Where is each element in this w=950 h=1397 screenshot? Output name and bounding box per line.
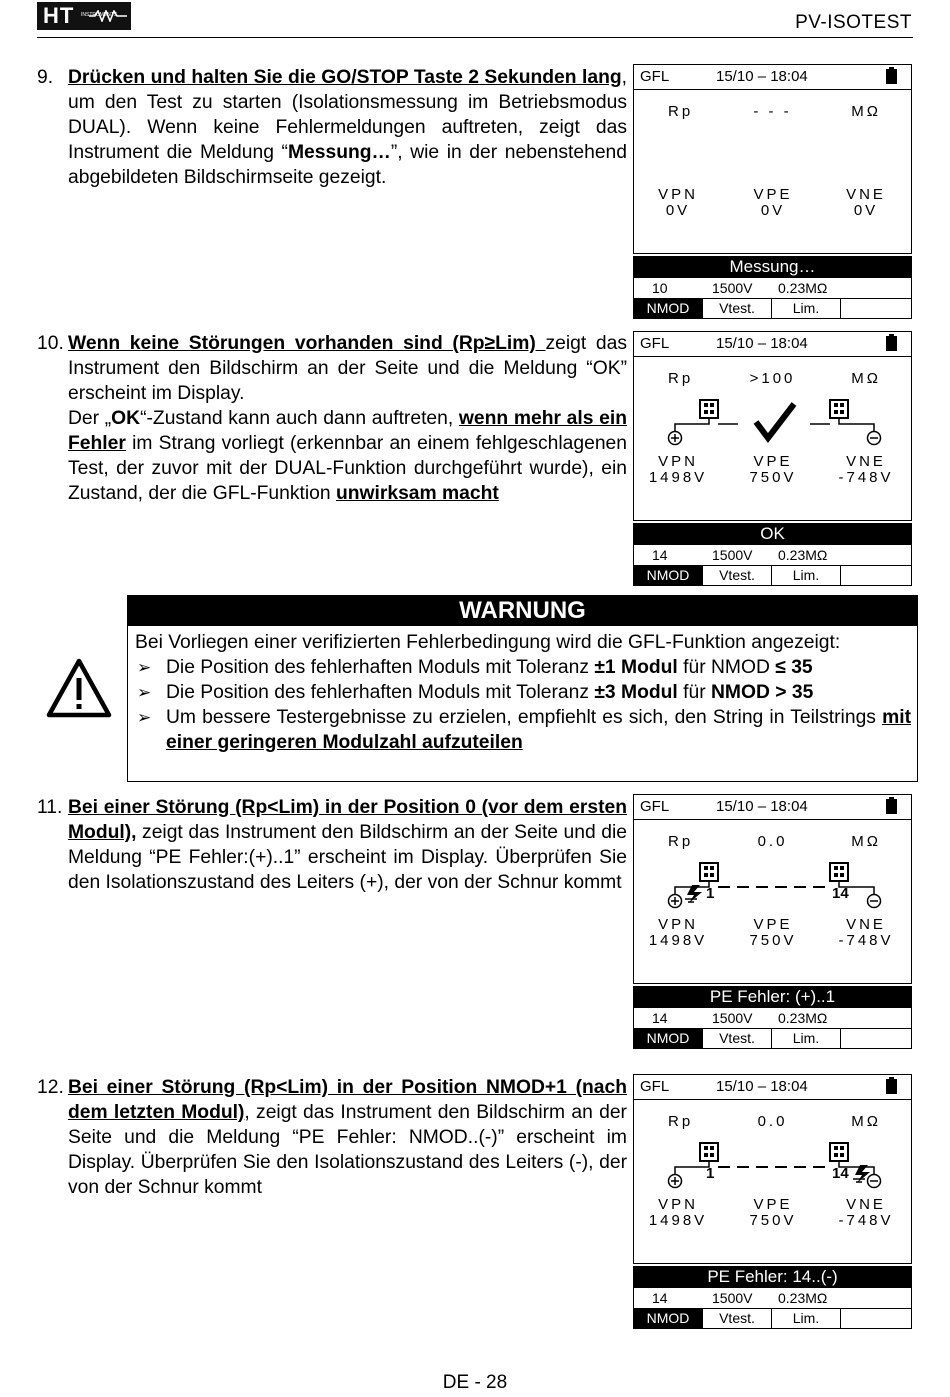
screen-message: OK xyxy=(633,523,912,545)
nmod-key[interactable]: NMOD xyxy=(634,299,703,318)
warning-intro: Bei Vorliegen einer verifizierten Fehlerbedingung wird die GFL-Funktion angezeigt: xyxy=(135,632,841,653)
vpe-label: VPE xyxy=(753,186,793,203)
screen-softkeys xyxy=(633,565,912,586)
vne-value: -748V xyxy=(838,469,894,486)
screen-display xyxy=(633,794,912,984)
text-run: ”, wie in der nebenstehend abgebildeten Bildschirmseite gezeigt. xyxy=(68,142,627,188)
text-run: Um bessere Testergebnisse zu erzielen, empfiehlt es sich, den String in Teilstrings xyxy=(166,707,883,728)
header-divider xyxy=(37,37,913,38)
instrument-screen xyxy=(633,64,912,319)
diagram-first-module: 1 xyxy=(706,885,715,902)
lim-key[interactable]: Lim. xyxy=(772,1029,841,1048)
empty-key[interactable] xyxy=(841,299,909,318)
step-text xyxy=(68,1075,627,1200)
battery-icon xyxy=(886,1079,897,1094)
rp-label: Rp xyxy=(668,833,694,850)
text-run: für NMOD xyxy=(677,657,776,678)
screen-datetime: 15/10 – 18:04 xyxy=(716,1078,808,1095)
logo-subtext: INSTRUMENTS xyxy=(81,12,118,18)
screen-display xyxy=(633,1074,912,1264)
text-run: OK xyxy=(111,408,141,429)
warning-triangle-icon xyxy=(46,658,112,718)
rp-value: 0.0 xyxy=(757,1113,788,1130)
text-run: ±1 Modul xyxy=(594,657,678,678)
vpn-label: VPN xyxy=(658,186,698,203)
vne-label: VNE xyxy=(846,186,886,203)
vne-value: 0V xyxy=(853,202,879,219)
text-run: Bei einer Störung (Rp<Lim) in der Position NMOD+1 (nach dem letzten Modul) xyxy=(68,1077,627,1123)
vpe-value: 0V xyxy=(760,202,786,219)
vpe-value: 750V xyxy=(749,469,797,486)
string-ok-diagram xyxy=(634,392,913,452)
vpe-label: VPE xyxy=(753,916,793,933)
vpn-value: 0V xyxy=(665,202,691,219)
lim-value: 0.23MΩ xyxy=(778,1010,828,1026)
vtest-key[interactable]: Vtest. xyxy=(703,1309,772,1328)
lim-value: 0.23MΩ xyxy=(778,547,828,563)
vne-value: -748V xyxy=(838,1212,894,1229)
step-text xyxy=(68,331,627,506)
lim-key[interactable]: Lim. xyxy=(772,299,841,318)
warning-body xyxy=(128,626,917,755)
screen-header xyxy=(634,65,911,90)
screen-softkeys xyxy=(633,298,912,319)
text-run: , um den Test zu starten (Isolationsmessung im Betriebsmodus DUAL). Wenn keine Fehlermeldungen auftreten, zeigt das Instrument die Meldung “ xyxy=(68,67,627,163)
vpe-label: VPE xyxy=(753,1196,793,1213)
vtest-value: 1500V xyxy=(712,547,753,563)
screen-mode: GFL xyxy=(640,68,670,85)
text-run: Messung… xyxy=(287,142,391,163)
vpn-value: 1498V xyxy=(648,469,708,486)
warning-box xyxy=(127,595,918,782)
screen-values xyxy=(633,1008,912,1028)
screen-softkeys xyxy=(633,1308,912,1329)
vpn-value: 1498V xyxy=(648,1212,708,1229)
rp-value: >100 xyxy=(749,370,796,387)
step-number: 9. xyxy=(37,67,54,88)
page-number: DE - 28 xyxy=(442,1372,508,1393)
text-run: Die Position des fehlerhaften Moduls mit Toleranz xyxy=(166,682,595,703)
vpn-label: VPN xyxy=(658,453,698,470)
vtest-key[interactable]: Vtest. xyxy=(703,299,772,318)
step-text xyxy=(68,65,627,190)
warning-title: WARNUNG xyxy=(128,596,917,626)
vpe-value: 750V xyxy=(749,932,797,949)
vne-label: VNE xyxy=(846,1196,886,1213)
rp-value: 0.0 xyxy=(757,833,788,850)
screen-message: PE Fehler: (+)..1 xyxy=(633,986,912,1008)
rp-unit: MΩ xyxy=(851,833,881,850)
text-run: zeigt das Instrument den Bildschirm an der Seite und die Meldung “OK” erscheint im Display. xyxy=(68,333,627,404)
text-run: zeigt das Instrument den Bildschirm an der Seite und die Meldung “PE Fehler:(+)..1” erscheint im Display. Überprüfen Sie den Isolationszustand des Leiters (+), der von der Schnur kommt xyxy=(68,822,627,893)
text-run: wenn mehr als ein Fehler xyxy=(68,408,627,454)
nmod-value: 14 xyxy=(652,1290,668,1306)
lim-key[interactable]: Lim. xyxy=(772,566,841,585)
step-11 xyxy=(37,795,627,895)
string-fault-diagram xyxy=(634,1135,913,1195)
screen-display xyxy=(633,64,912,254)
instrument-screen xyxy=(633,794,912,1049)
nmod-value: 14 xyxy=(652,547,668,563)
nmod-value: 10 xyxy=(652,280,668,296)
screen-message: PE Fehler: 14..(-) xyxy=(633,1266,912,1288)
text-run: Bei einer Störung (Rp<Lim) in der Position 0 (vor dem ersten Modul), xyxy=(68,797,627,843)
logo-text: HT xyxy=(43,3,75,28)
text-run: für xyxy=(677,682,711,703)
screen-mode: GFL xyxy=(640,1078,670,1095)
warning-item xyxy=(135,655,911,680)
step-9 xyxy=(37,65,627,190)
battery-icon xyxy=(886,799,897,814)
text-run: Drücken und halten Sie die GO/STOP Taste 2 Sekunden lang xyxy=(68,67,622,88)
text-run: Wenn keine Störungen vorhanden sind (Rp≥Lim) xyxy=(68,333,546,354)
screen-mode: GFL xyxy=(640,798,670,815)
text-run: Die Position des fehlerhaften Moduls mit Toleranz xyxy=(166,657,595,678)
instrument-screen xyxy=(633,331,912,586)
nmod-key[interactable]: NMOD xyxy=(634,566,703,585)
text-run: ≤ 35 xyxy=(775,657,813,678)
diagram-last-module: 14 xyxy=(832,1165,849,1182)
rp-label: Rp xyxy=(668,1113,694,1130)
lim-value: 0.23MΩ xyxy=(778,280,828,296)
empty-key[interactable] xyxy=(841,566,909,585)
vpn-label: VPN xyxy=(658,916,698,933)
nmod-value: 14 xyxy=(652,1010,668,1026)
vpe-value: 750V xyxy=(749,1212,797,1229)
rp-label: Rp xyxy=(668,370,694,387)
text-run: ±3 Modul xyxy=(594,682,678,703)
empty-key[interactable] xyxy=(841,1309,909,1328)
vtest-value: 1500V xyxy=(712,280,753,296)
lim-value: 0.23MΩ xyxy=(778,1290,828,1306)
step-12 xyxy=(37,1075,627,1200)
step-number: 11. xyxy=(37,797,63,818)
nmod-key[interactable]: NMOD xyxy=(634,1029,703,1048)
step-number: 12. xyxy=(37,1077,64,1098)
vpe-label: VPE xyxy=(753,453,793,470)
text-run: NMOD > 35 xyxy=(710,682,814,703)
screen-datetime: 15/10 – 18:04 xyxy=(716,68,808,85)
vne-label: VNE xyxy=(846,916,886,933)
text-run: mit einer geringeren Modulzahl aufzuteilen xyxy=(166,707,911,753)
text-run: im Strang vorliegt (erkennbar an einem fehlgeschlagenen Test, der zuvor mit der DUAL-Funktion durchgeführt wurde), ein Zustand, der die GFL-Funktion xyxy=(68,433,627,504)
warning-list xyxy=(135,655,911,755)
ht-instruments-logo xyxy=(37,2,131,30)
screen-datetime: 15/10 – 18:04 xyxy=(716,798,808,815)
diagram-last-module: 14 xyxy=(832,885,849,902)
step-text xyxy=(68,795,627,895)
step-number: 10. xyxy=(37,333,64,354)
battery-icon xyxy=(886,69,897,84)
screen-values xyxy=(633,278,912,298)
text-run: “-Zustand kann auch dann auftreten, xyxy=(140,408,459,429)
text-run: unwirksam macht xyxy=(335,483,499,504)
vpn-value: 1498V xyxy=(648,932,708,949)
rp-unit: MΩ xyxy=(851,1113,881,1130)
warning-item xyxy=(135,680,911,705)
screen-display xyxy=(633,331,912,521)
screen-message: Messung… xyxy=(633,256,912,278)
diagram-first-module: 1 xyxy=(706,1165,715,1182)
warning-item xyxy=(135,705,911,755)
vtest-key[interactable]: Vtest. xyxy=(703,1029,772,1048)
screen-values xyxy=(633,545,912,565)
screen-mode: GFL xyxy=(640,335,670,352)
lim-key[interactable]: Lim. xyxy=(772,1309,841,1328)
screen-header xyxy=(634,1075,911,1100)
text-run: Der „ xyxy=(68,408,112,429)
vtest-value: 1500V xyxy=(712,1010,753,1026)
instrument-screen xyxy=(633,1074,912,1329)
vpn-label: VPN xyxy=(658,1196,698,1213)
vtest-key[interactable]: Vtest. xyxy=(703,566,772,585)
battery-icon xyxy=(886,336,897,351)
vtest-value: 1500V xyxy=(712,1290,753,1306)
nmod-key[interactable]: NMOD xyxy=(634,1309,703,1328)
screen-values xyxy=(633,1288,912,1308)
screen-header xyxy=(634,332,911,357)
vne-value: -748V xyxy=(838,932,894,949)
step-10 xyxy=(37,331,627,506)
vne-label: VNE xyxy=(846,453,886,470)
rp-label: Rp xyxy=(668,103,694,120)
rp-unit: MΩ xyxy=(851,370,881,387)
screen-header xyxy=(634,795,911,820)
string-fault-diagram xyxy=(634,855,913,915)
empty-key[interactable] xyxy=(841,1029,909,1048)
rp-unit: MΩ xyxy=(851,103,881,120)
rp-value: - - - xyxy=(753,103,792,120)
text-run: , zeigt das Instrument den Bildschirm an der Seite und die Meldung “PE Fehler: NMOD..(-)” erscheint im Display. Überprüfen Sie den Isolationszustand des Leiters (-), der von der Schnur kommt xyxy=(68,1102,627,1198)
screen-softkeys xyxy=(633,1028,912,1049)
document-title: PV-ISOTEST xyxy=(795,12,912,33)
screen-datetime: 15/10 – 18:04 xyxy=(716,335,808,352)
